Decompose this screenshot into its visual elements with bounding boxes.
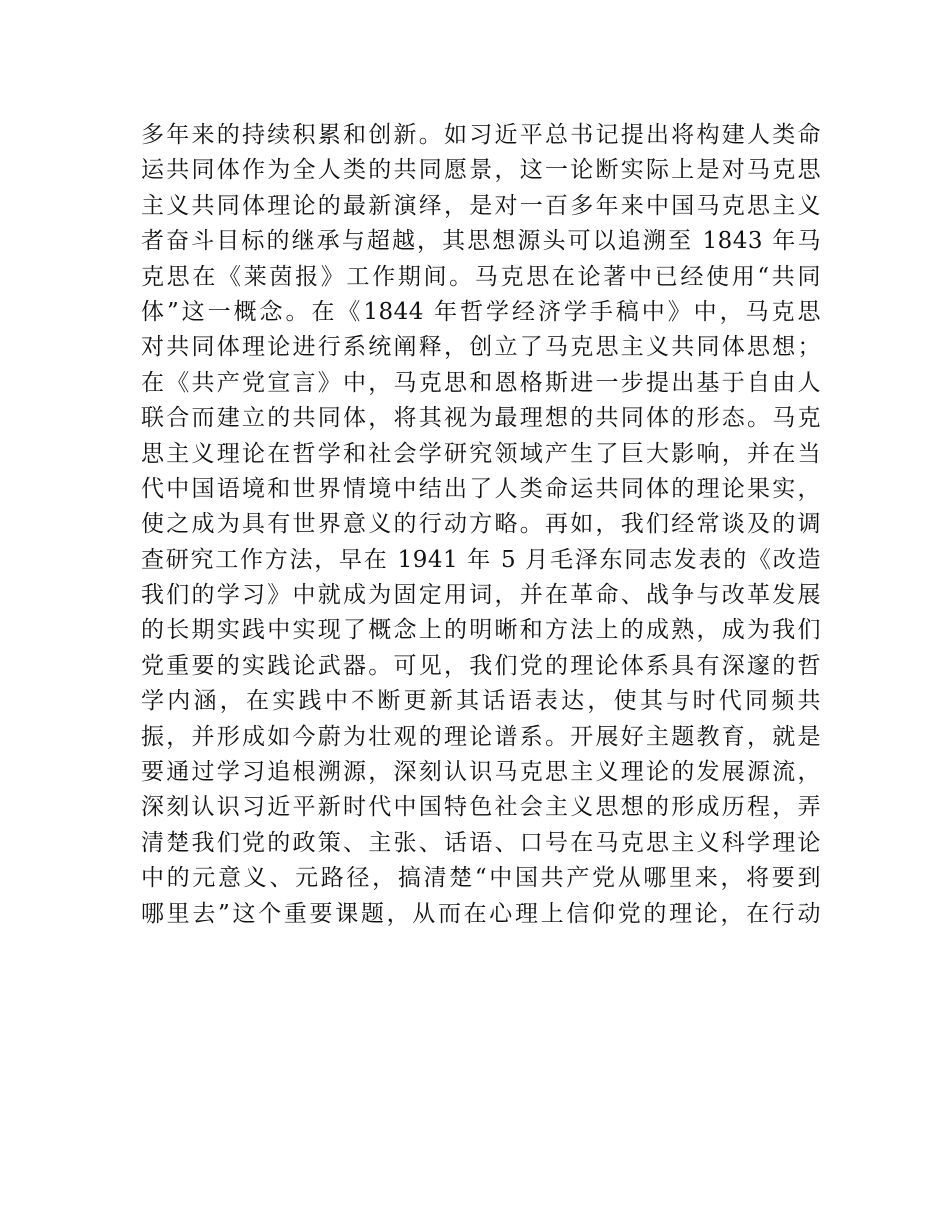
text-line: 对共同体理论进行系统阐释，创立了马克思主义共同体思想； [141, 334, 821, 361]
text-line: 的长期实践中实现了概念上的明晰和方法上的成熟，成为我们 [141, 617, 821, 644]
text-line: 学内涵，在实践中不断更新其话语表达，使其与时代同频共 [141, 688, 821, 715]
text-line: 在《共产党宣言》中，马克思和恩格斯进一步提出基于自由人 [141, 369, 821, 396]
text-line: 振，并形成如今蔚为壮观的理论谱系。开展好主题教育，就是 [141, 723, 821, 750]
text-line: 运共同体作为全人类的共同愿景，这一论断实际上是对马克思 [141, 157, 821, 184]
text-line: 多年来的持续积累和创新。如习近平总书记提出将构建人类命 [141, 122, 821, 148]
text-line: 党重要的实践论武器。可见，我们党的理论体系具有深邃的哲 [141, 652, 821, 679]
text-line: 克思在《莱茵报》工作期间。马克思在论著中已经使用“共同 [141, 263, 821, 290]
text-line: 要通过学习追根溯源，深刻认识马克思主义理论的发展源流， [141, 759, 821, 786]
body-paragraph [141, 118, 821, 932]
text-line: 代中国语境和世界情境中结出了人类命运共同体的理论果实， [141, 475, 821, 502]
text-line: 清楚我们党的政策、主张、话语、口号在马克思主义科学理论 [141, 829, 821, 856]
text-line: 哪里去”这个重要课题，从而在心理上信仰党的理论，在行动 [141, 900, 821, 927]
text-line: 查研究工作方法，早在 1941 年 5 月毛泽东同志发表的《改造 [141, 546, 821, 573]
text-line: 我们的学习》中就成为固定用词，并在革命、战争与改革发展 [141, 582, 821, 609]
text-line: 体”这一概念。在《1844 年哲学经济学手稿中》中，马克思 [141, 298, 821, 325]
text-line: 思主义理论在哲学和社会学研究领域产生了巨大影响，并在当 [141, 440, 821, 467]
text-line: 联合而建立的共同体，将其视为最理想的共同体的形态。马克 [141, 405, 821, 432]
text-line: 主义共同体理论的最新演绎，是对一百多年来中国马克思主义 [141, 192, 821, 219]
text-line: 深刻认识习近平新时代中国特色社会主义思想的形成历程，弄 [141, 794, 821, 821]
text-line: 中的元意义、元路径，搞清楚“中国共产党从哪里来，将要到 [141, 865, 821, 892]
text-line: 者奋斗目标的继承与超越，其思想源头可以追溯至 1843 年马 [141, 228, 821, 255]
text-line: 使之成为具有世界意义的行动方略。再如，我们经常谈及的调 [141, 511, 821, 538]
